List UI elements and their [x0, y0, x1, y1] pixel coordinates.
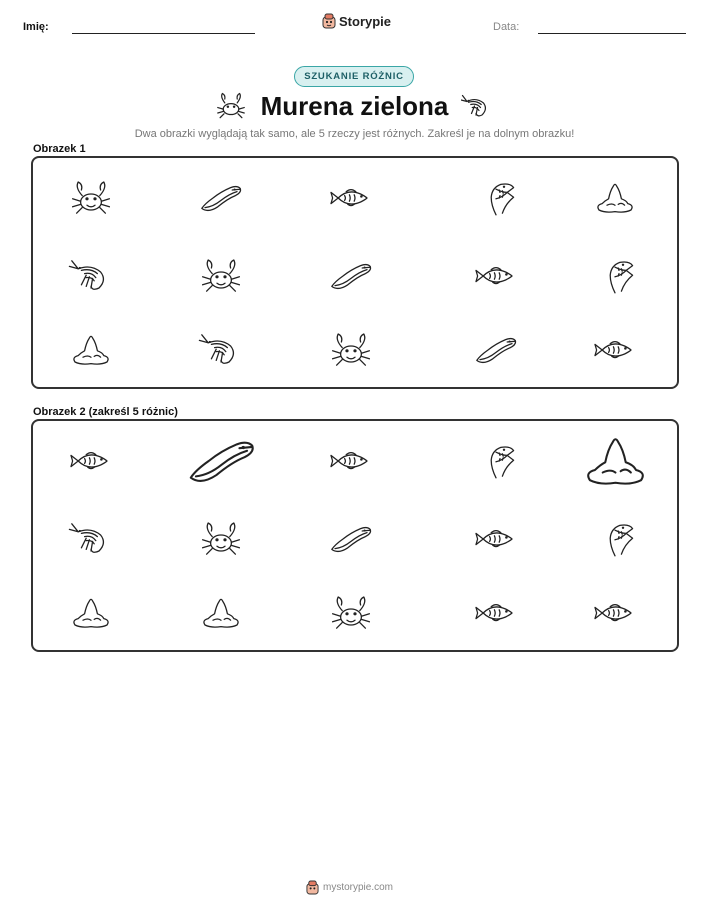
crab-icon	[327, 330, 375, 370]
crab-icon[interactable]	[327, 593, 375, 633]
crab-icon	[197, 256, 245, 296]
footer	[306, 880, 393, 895]
category-badge: SZUKANIE RÓŻNIC	[294, 66, 414, 87]
fish-icon[interactable]	[327, 441, 375, 481]
eel-icon	[327, 256, 375, 296]
date-label: Data:	[493, 21, 520, 33]
picture-2-panel[interactable]	[31, 419, 679, 652]
storypie-mascot-icon	[322, 13, 336, 29]
fish-icon	[472, 256, 520, 296]
name-label: Imię:	[23, 21, 49, 33]
instructions-text: Dwa obrazki wyglądają tak samo, ale 5 rzeczy jest różnych. Zakreśl je na dolnym obrazku!	[134, 128, 575, 140]
crab-icon[interactable]	[197, 519, 245, 559]
fish-icon[interactable]	[591, 593, 639, 633]
moray-head-icon	[591, 256, 639, 296]
brand-name: Storypie	[339, 13, 392, 29]
name-line[interactable]	[72, 33, 255, 34]
fish-icon[interactable]	[472, 593, 520, 633]
moray-head-icon[interactable]	[472, 441, 520, 481]
mound-icon	[67, 330, 115, 370]
date-line[interactable]	[538, 33, 686, 34]
shrimp-icon	[461, 92, 491, 120]
eel-icon[interactable]	[183, 429, 260, 493]
mound-icon[interactable]	[577, 429, 654, 493]
mound-icon[interactable]	[197, 593, 245, 633]
eel-icon	[197, 178, 245, 218]
mound-icon[interactable]	[67, 593, 115, 633]
shrimp-icon	[67, 256, 115, 296]
moray-head-icon[interactable]	[591, 519, 639, 559]
shrimp-icon	[197, 330, 245, 370]
picture-1-panel	[31, 156, 679, 389]
shrimp-icon[interactable]	[67, 519, 115, 559]
fish-icon[interactable]	[67, 441, 115, 481]
fish-icon	[327, 178, 375, 218]
section-1-label: Obrazek 1	[33, 143, 86, 155]
fish-icon	[591, 330, 639, 370]
footer-url: mystorypie.com	[323, 882, 394, 893]
eel-icon[interactable]	[327, 519, 375, 559]
crab-icon	[67, 178, 115, 218]
mound-icon	[591, 178, 639, 218]
eel-icon	[472, 330, 520, 370]
section-2-label: Obrazek 2 (zakreśl 5 różnic)	[33, 406, 178, 418]
fish-icon[interactable]	[472, 519, 520, 559]
moray-head-icon	[472, 178, 520, 218]
brand-logo	[322, 13, 391, 29]
storypie-mascot-icon	[306, 880, 319, 895]
page-title: Murena zielona	[260, 91, 449, 121]
